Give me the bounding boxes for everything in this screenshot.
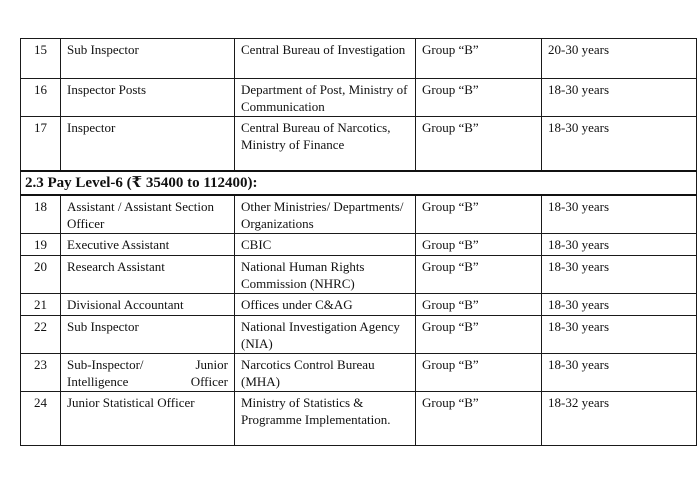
group-category: Group “B” <box>416 195 542 234</box>
serial-number: 23 <box>21 353 61 391</box>
post-name: Inspector Posts <box>61 79 235 117</box>
serial-number: 18 <box>21 195 61 234</box>
serial-number: 24 <box>21 391 61 445</box>
section-heading-row <box>21 171 697 195</box>
age-limit: 18-32 years <box>542 391 697 445</box>
group-category: Group “B” <box>416 255 542 293</box>
table-row <box>21 117 697 171</box>
department-name: Department of Post, Ministry of Communication <box>235 79 416 117</box>
post-name: Executive Assistant <box>61 233 235 255</box>
post-name: Inspector <box>61 117 235 171</box>
department-name: Central Bureau of Narcotics, Ministry of Finance <box>235 117 416 171</box>
post-name: Research Assistant <box>61 255 235 293</box>
table-row <box>21 79 697 117</box>
serial-number: 19 <box>21 233 61 255</box>
table-row <box>21 353 697 391</box>
group-category: Group “B” <box>416 233 542 255</box>
department-name: Other Ministries/ Departments/ Organizations <box>235 195 416 234</box>
posts-table <box>20 38 697 446</box>
table-row <box>21 233 697 255</box>
age-limit: 18-30 years <box>542 353 697 391</box>
department-name: National Human Rights Commission (NHRC) <box>235 255 416 293</box>
post-name: Sub-Inspector/ Junior Intelligence Officer <box>61 353 235 391</box>
department-name: CBIC <box>235 233 416 255</box>
department-name: Offices under C&AG <box>235 293 416 315</box>
post-name: Junior Statistical Officer <box>61 391 235 445</box>
serial-number: 17 <box>21 117 61 171</box>
group-category: Group “B” <box>416 391 542 445</box>
group-category: Group “B” <box>416 315 542 353</box>
department-name: National Investigation Agency (NIA) <box>235 315 416 353</box>
age-limit: 18-30 years <box>542 233 697 255</box>
table-row <box>21 293 697 315</box>
serial-number: 15 <box>21 39 61 79</box>
table-row <box>21 255 697 293</box>
section-heading: 2.3 Pay Level-6 (₹ 35400 to 112400): <box>21 171 697 195</box>
department-name: Central Bureau of Investigation <box>235 39 416 79</box>
department-name: Narcotics Control Bureau (MHA) <box>235 353 416 391</box>
group-category: Group “B” <box>416 117 542 171</box>
post-name: Sub Inspector <box>61 315 235 353</box>
serial-number: 21 <box>21 293 61 315</box>
group-category: Group “B” <box>416 353 542 391</box>
table-row <box>21 39 697 79</box>
table-row <box>21 391 697 445</box>
group-category: Group “B” <box>416 39 542 79</box>
age-limit: 20-30 years <box>542 39 697 79</box>
department-name: Ministry of Statistics & Programme Implementation. <box>235 391 416 445</box>
serial-number: 16 <box>21 79 61 117</box>
age-limit: 18-30 years <box>542 117 697 171</box>
group-category: Group “B” <box>416 79 542 117</box>
table-row <box>21 195 697 234</box>
serial-number: 20 <box>21 255 61 293</box>
serial-number: 22 <box>21 315 61 353</box>
age-limit: 18-30 years <box>542 293 697 315</box>
age-limit: 18-30 years <box>542 195 697 234</box>
age-limit: 18-30 years <box>542 255 697 293</box>
post-name: Assistant / Assistant Section Officer <box>61 195 235 234</box>
age-limit: 18-30 years <box>542 315 697 353</box>
group-category: Group “B” <box>416 293 542 315</box>
post-name: Sub Inspector <box>61 39 235 79</box>
age-limit: 18-30 years <box>542 79 697 117</box>
post-name: Divisional Accountant <box>61 293 235 315</box>
table-row <box>21 315 697 353</box>
